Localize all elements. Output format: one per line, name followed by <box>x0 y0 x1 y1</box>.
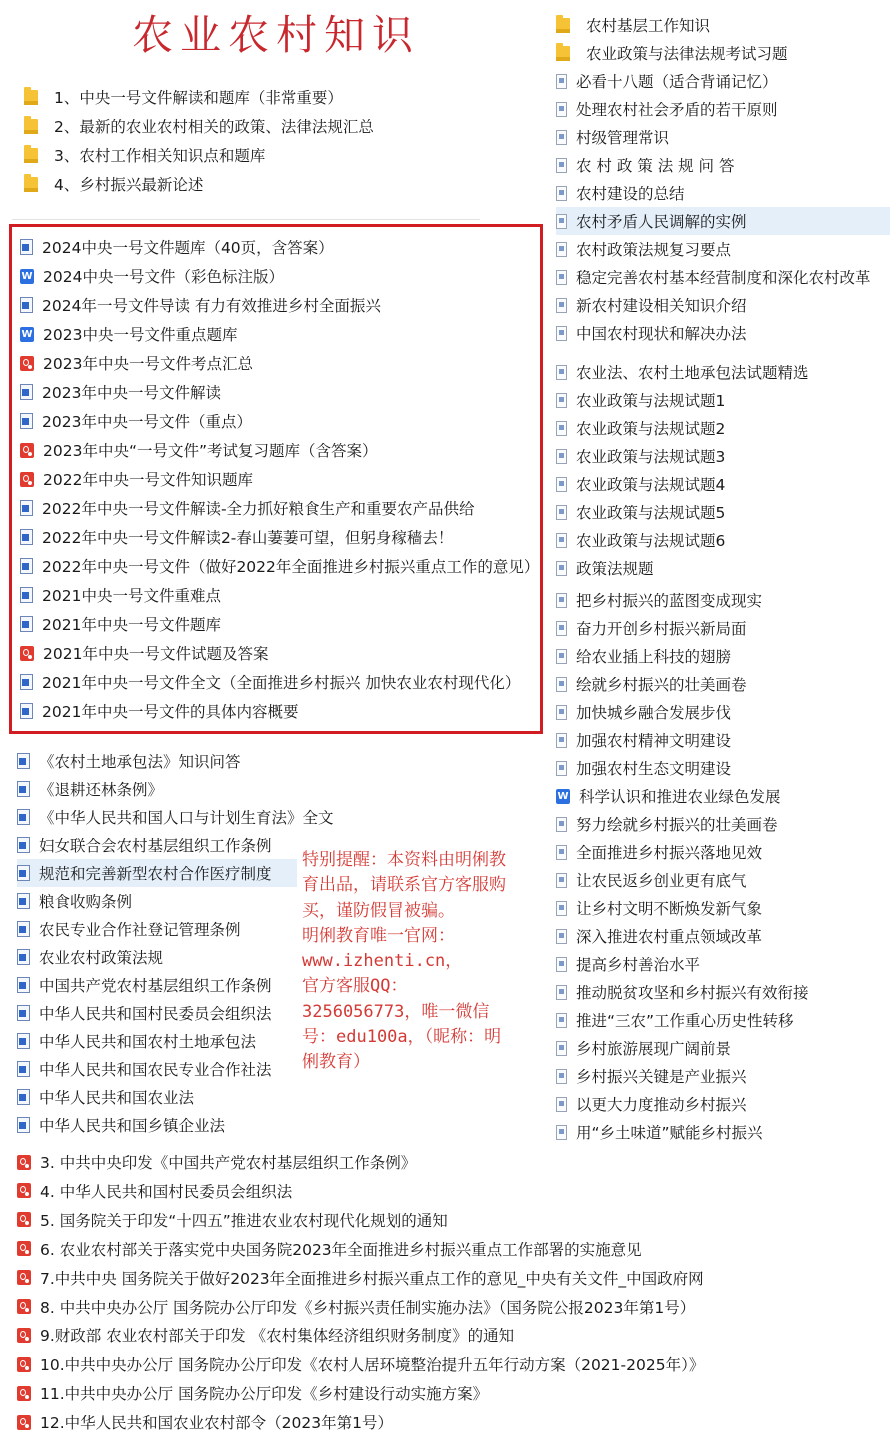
file-item[interactable] <box>556 642 890 670</box>
document-icon <box>556 957 567 972</box>
item-label: 10.中共中央办公厅 国务院办公厅印发《农村人居环境整治提升五年行动方案（2021-2025年）》 <box>40 1356 705 1375</box>
file-item[interactable] <box>556 526 890 554</box>
word-document-icon <box>17 781 30 797</box>
document-icon <box>556 677 567 692</box>
file-item[interactable] <box>17 1027 297 1055</box>
file-item[interactable] <box>556 470 890 498</box>
document-icon <box>556 505 567 520</box>
item-label: 6. 农业农村部关于落实党中央国务院2023年全面推进乡村振兴重点工作部署的实施意见 <box>40 1240 642 1259</box>
item-label: 《农村土地承包法》知识问答 <box>39 753 241 771</box>
file-item[interactable] <box>17 831 297 859</box>
folder-item[interactable] <box>556 151 890 179</box>
word-document-icon <box>17 893 30 909</box>
file-item[interactable] <box>17 1177 777 1205</box>
item-label: 粮食收购条例 <box>39 893 133 911</box>
word-document-icon <box>17 1117 30 1133</box>
folder-item[interactable] <box>556 179 890 207</box>
document-icon <box>556 761 567 776</box>
document-icon <box>556 533 567 548</box>
file-item[interactable] <box>20 320 540 348</box>
file-item[interactable] <box>556 894 890 922</box>
item-label: 处理农村社会矛盾的若干原则 <box>576 101 778 119</box>
file-item[interactable] <box>556 950 890 978</box>
folder-icon <box>556 18 570 33</box>
item-label: 农村建设的总结 <box>576 185 685 203</box>
file-item[interactable] <box>17 859 297 887</box>
folder-item[interactable] <box>24 83 444 111</box>
item-label: 乡村旅游展现广阔前景 <box>576 1040 732 1058</box>
pdf-icon <box>17 1183 31 1198</box>
word-document-icon <box>17 753 30 769</box>
item-label: 农业政策与法规试题1 <box>576 392 726 410</box>
item-label: 3. 中共中央印发《中国共产党农村基层组织工作条例》 <box>40 1154 417 1172</box>
pdf-icon <box>20 472 34 487</box>
item-label: 《退耕还林条例》 <box>39 781 164 799</box>
item-label: 2022年中央一号文件解读-全力抓好粮食生产和重要农产品供给 <box>42 500 475 518</box>
item-label: 农村基层工作知识 <box>586 17 711 35</box>
folder-item[interactable] <box>556 11 890 39</box>
file-item[interactable] <box>17 803 334 831</box>
word-app-icon: W <box>21 270 33 282</box>
folder-item[interactable] <box>556 235 890 263</box>
folder-item[interactable] <box>556 207 890 235</box>
file-item[interactable] <box>556 414 890 442</box>
document-icon <box>556 242 567 257</box>
word-document-icon <box>17 1005 30 1021</box>
item-label: 12.中华人民共和国农业农村部令（2023年第1号） <box>40 1414 393 1433</box>
file-item[interactable] <box>17 1206 777 1234</box>
word-document-icon <box>20 500 33 516</box>
file-item[interactable] <box>556 358 890 386</box>
file-item[interactable] <box>556 866 890 894</box>
word-document-icon <box>20 558 33 574</box>
item-label: 村级管理常识 <box>576 129 670 147</box>
item-label: 新农村建设相关知识介绍 <box>576 297 747 315</box>
item-label: 奋力开创乡村振兴新局面 <box>576 620 747 638</box>
word-document-icon <box>20 674 33 690</box>
document-icon <box>556 929 567 944</box>
item-label: 《中华人民共和国人口与计划生育法》全文 <box>39 809 334 827</box>
document-icon <box>556 873 567 888</box>
word-document-icon <box>20 616 33 632</box>
item-label: 中国农村现状和解决办法 <box>576 325 747 343</box>
item-label: 2023年中央一号文件解读 <box>42 384 221 402</box>
item-label: 2021年中央一号文件试题及答案 <box>43 645 269 663</box>
folder-item[interactable] <box>556 39 890 67</box>
item-label: 提高乡村善治水平 <box>576 956 701 974</box>
file-item[interactable] <box>20 639 540 667</box>
file-item[interactable] <box>20 378 540 406</box>
file-item[interactable] <box>556 922 890 950</box>
item-label: 深入推进农村重点领域改革 <box>576 928 763 946</box>
item-label: 规范和完善新型农村合作医疗制度 <box>39 865 272 883</box>
file-item[interactable] <box>20 581 540 609</box>
folder-item[interactable] <box>556 95 890 123</box>
word-document-icon <box>20 297 33 313</box>
document-icon <box>556 733 567 748</box>
file-item[interactable] <box>556 586 890 614</box>
word-document-icon <box>17 865 30 881</box>
file-item[interactable] <box>556 810 890 838</box>
item-label: 农 村 政 策 法 规 问 答 <box>576 157 735 175</box>
document-icon <box>556 270 567 285</box>
document-icon <box>556 326 567 341</box>
file-item[interactable] <box>556 1090 890 1118</box>
item-label: 2021年中央一号文件题库 <box>42 616 221 634</box>
item-label: 2021中央一号文件重难点 <box>42 587 221 605</box>
file-item[interactable] <box>556 1034 890 1062</box>
folder-icon <box>24 177 38 192</box>
file-item[interactable] <box>556 670 890 698</box>
document-icon <box>556 393 567 408</box>
item-label: 农业政策与法律法规考试习题 <box>586 45 788 63</box>
file-item[interactable] <box>20 407 540 435</box>
item-label: 乡村振兴关键是产业振兴 <box>576 1068 747 1086</box>
file-item[interactable] <box>17 999 297 1027</box>
document-icon <box>556 365 567 380</box>
pdf-icon <box>20 443 34 458</box>
item-label: 2022年中央一号文件解读2-春山萋萋可望，但躬身稼穑去！ <box>42 529 454 547</box>
pdf-icon <box>17 1357 31 1372</box>
file-item[interactable] <box>556 614 890 642</box>
item-label: 农业农村政策法规 <box>39 949 164 967</box>
document-icon <box>556 1069 567 1084</box>
folder-item[interactable] <box>556 291 890 319</box>
item-label: 2023年中央一号文件（重点） <box>42 413 252 431</box>
item-label: 绘就乡村振兴的壮美画卷 <box>576 676 747 694</box>
file-item[interactable] <box>20 523 540 551</box>
item-label: 农民专业合作社登记管理条例 <box>39 921 241 939</box>
item-label: 农业法、农村土地承包法试题精选 <box>576 364 809 382</box>
pdf-icon <box>17 1241 31 1256</box>
file-item[interactable] <box>17 943 297 971</box>
document-icon <box>556 449 567 464</box>
item-label: 2、最新的农业农村相关的政策、法律法规汇总 <box>54 118 374 136</box>
file-item[interactable] <box>20 291 540 319</box>
pdf-icon <box>17 1386 31 1401</box>
document-icon <box>556 214 567 229</box>
file-item[interactable] <box>556 554 890 582</box>
pdf-icon <box>17 1155 31 1170</box>
item-label: 用“乡土味道”赋能乡村振兴 <box>576 1124 763 1142</box>
pdf-icon <box>17 1212 31 1227</box>
item-label: 8. 中共中央办公厅 国务院办公厅印发《乡村振兴责任制实施办法》（国务院公报2023年第1号） <box>40 1298 696 1317</box>
file-item[interactable] <box>20 436 540 464</box>
document-icon <box>556 186 567 201</box>
document-icon <box>556 102 567 117</box>
item-label: 推动脱贫攻坚和乡村振兴有效衔接 <box>576 984 809 1002</box>
item-label: 让农民返乡创业更有底气 <box>576 872 747 890</box>
item-label: 必看十八题（适合背诵记忆） <box>576 73 778 91</box>
file-item[interactable] <box>20 349 540 377</box>
item-label: 中国共产党农村基层组织工作条例 <box>39 977 272 995</box>
file-item[interactable] <box>556 442 890 470</box>
file-item[interactable] <box>20 494 540 522</box>
document-icon <box>556 1013 567 1028</box>
file-item[interactable] <box>20 668 540 696</box>
item-label: 3、农村工作相关知识点和题库 <box>54 147 266 165</box>
word-app-icon: W <box>557 790 569 802</box>
item-label: 让乡村文明不断焕发新气象 <box>576 900 763 918</box>
file-item[interactable] <box>20 610 540 638</box>
file-item[interactable] <box>20 465 540 493</box>
document-icon <box>556 130 567 145</box>
file-item[interactable] <box>17 1111 297 1139</box>
file-item[interactable] <box>17 747 297 775</box>
document-icon <box>556 593 567 608</box>
file-item[interactable] <box>17 1379 777 1407</box>
page-title: 农业农村知识 <box>132 11 420 59</box>
word-document-icon <box>20 529 33 545</box>
file-item[interactable] <box>20 262 540 290</box>
word-document-icon <box>17 809 30 825</box>
pdf-icon <box>20 646 34 661</box>
folder-item[interactable] <box>556 67 890 95</box>
word-document-icon <box>17 837 30 853</box>
word-document-icon <box>17 1033 30 1049</box>
file-item[interactable] <box>17 1321 777 1349</box>
folder-icon <box>24 148 38 163</box>
file-item[interactable] <box>17 1264 777 1292</box>
item-label: 2024中央一号文件题库（40页，含答案） <box>42 239 334 257</box>
item-label: 加强农村生态文明建设 <box>576 760 732 778</box>
item-label: 农村政策法规复习要点 <box>576 241 732 259</box>
item-label: 2021年中央一号文件的具体内容概要 <box>42 703 299 721</box>
item-label: 2023年中央“一号文件”考试复习题库（含答案） <box>43 442 378 460</box>
pdf-icon <box>17 1415 31 1430</box>
item-label: 2024中央一号文件（彩色标注版） <box>43 268 284 286</box>
file-item[interactable] <box>20 697 540 725</box>
document-icon <box>556 158 567 173</box>
word-document-icon <box>17 977 30 993</box>
item-label: 科学认识和推进农业绿色发展 <box>579 788 781 806</box>
file-item[interactable] <box>556 498 890 526</box>
file-item[interactable] <box>17 971 297 999</box>
document-icon <box>556 298 567 313</box>
file-item[interactable] <box>17 1293 777 1321</box>
item-label: 加快城乡融合发展步伐 <box>576 704 732 722</box>
folder-item[interactable] <box>556 319 890 347</box>
pdf-icon <box>17 1299 31 1314</box>
file-item[interactable] <box>17 1055 297 1083</box>
item-label: 2024年一号文件导读 有力有效推进乡村全面振兴 <box>42 297 381 315</box>
file-item[interactable] <box>556 1062 890 1090</box>
item-label: 中华人民共和国农民专业合作社法 <box>39 1061 272 1079</box>
document-icon <box>556 621 567 636</box>
folder-item[interactable] <box>24 170 444 198</box>
file-item[interactable] <box>17 775 297 803</box>
item-label: 推进“三农”工作重心历史性转移 <box>576 1012 794 1030</box>
document-icon <box>556 74 567 89</box>
item-label: 全面推进乡村振兴落地见效 <box>576 844 763 862</box>
file-item[interactable] <box>17 1148 777 1176</box>
item-label: 2023中央一号文件重点题库 <box>43 326 238 344</box>
item-label: 农业政策与法规试题6 <box>576 532 726 550</box>
file-item[interactable] <box>556 1118 890 1146</box>
item-label: 稳定完善农村基本经营制度和深化农村改革 <box>576 269 871 287</box>
folder-icon <box>24 90 38 105</box>
word-document-icon <box>17 921 30 937</box>
word-app-icon: W <box>21 328 33 340</box>
word-document-icon <box>20 587 33 603</box>
item-label: 中华人民共和国乡镇企业法 <box>39 1117 226 1135</box>
file-item[interactable] <box>17 887 297 915</box>
word-document-icon <box>17 1061 30 1077</box>
document-icon <box>556 705 567 720</box>
item-label: 7.中共中央 国务院关于做好2023年全面推进乡村振兴重点工作的意见_中央有关文件_中国政府网 <box>40 1269 704 1288</box>
document-icon <box>556 1097 567 1112</box>
item-label: 2022年中央一号文件知识题库 <box>43 471 253 489</box>
item-label: 2022年中央一号文件（做好2022年全面推进乡村振兴重点工作的意见） <box>42 558 540 576</box>
word-document-icon <box>20 413 33 429</box>
document-icon <box>556 1125 567 1140</box>
file-item[interactable] <box>556 782 890 810</box>
item-label: 9.财政部 农业农村部关于印发 《农村集体经济组织财务制度》的通知 <box>40 1327 515 1346</box>
document-icon <box>556 477 567 492</box>
item-label: 政策法规题 <box>576 560 654 578</box>
item-label: 农业政策与法规试题3 <box>576 448 726 466</box>
file-item[interactable] <box>20 552 540 580</box>
item-label: 加强农村精神文明建设 <box>576 732 732 750</box>
pdf-icon <box>17 1270 31 1285</box>
document-icon <box>556 985 567 1000</box>
document-icon <box>556 649 567 664</box>
pdf-icon <box>17 1328 31 1343</box>
file-item[interactable] <box>17 1350 777 1378</box>
document-icon <box>556 1041 567 1056</box>
notice-text: 特别提醒：本资料由明俐教育出品，请联系官方客服购买，谨防假冒被骗。 明俐教育唯一官网：www.izhenti.cn， 官方客服QQ：3256056773，唯一微信号：edu100a，（昵称：明俐教育） <box>302 850 506 1073</box>
pdf-icon <box>20 356 34 371</box>
word-document-icon <box>20 384 33 400</box>
document-icon <box>556 561 567 576</box>
item-label: 农业政策与法规试题5 <box>576 504 726 522</box>
item-label: 4、乡村振兴最新论述 <box>54 176 204 194</box>
item-label: 妇女联合会农村基层组织工作条例 <box>39 837 272 855</box>
folder-item[interactable] <box>556 263 890 291</box>
file-item[interactable] <box>556 1006 890 1034</box>
item-label: 把乡村振兴的蓝图变成现实 <box>576 592 763 610</box>
word-document-icon <box>20 239 33 255</box>
word-document-icon <box>17 949 30 965</box>
file-item[interactable] <box>17 1235 777 1263</box>
item-label: 农业政策与法规试题4 <box>576 476 726 494</box>
item-label: 努力绘就乡村振兴的壮美画卷 <box>576 816 778 834</box>
folder-item[interactable] <box>24 112 444 140</box>
section-divider <box>12 219 480 220</box>
item-label: 2023年中央一号文件考点汇总 <box>43 355 253 373</box>
word-document-icon <box>20 703 33 719</box>
file-item[interactable] <box>556 726 890 754</box>
item-label: 以更大力度推动乡村振兴 <box>576 1096 747 1114</box>
file-item[interactable] <box>17 915 297 943</box>
item-label: 给农业插上科技的翅膀 <box>576 648 732 666</box>
document-icon <box>556 421 567 436</box>
document-icon <box>556 845 567 860</box>
item-label: 中华人民共和国村民委员会组织法 <box>39 1005 272 1023</box>
item-label: 2021年中央一号文件全文（全面推进乡村振兴 加快农业农村现代化） <box>42 674 521 692</box>
item-label: 中华人民共和国农村土地承包法 <box>39 1033 257 1051</box>
file-item[interactable] <box>556 838 890 866</box>
document-icon <box>556 901 567 916</box>
folder-icon <box>556 46 570 61</box>
item-label: 1、中央一号文件解读和题库（非常重要） <box>54 89 343 107</box>
item-label: 中华人民共和国农业法 <box>39 1089 195 1107</box>
item-label: 4. 中华人民共和国村民委员会组织法 <box>40 1182 293 1201</box>
file-item[interactable] <box>556 386 890 414</box>
file-item[interactable] <box>20 233 540 261</box>
folder-icon <box>24 119 38 134</box>
document-icon <box>556 817 567 832</box>
file-item[interactable] <box>556 698 890 726</box>
file-item[interactable] <box>556 978 890 1006</box>
file-item[interactable] <box>556 754 890 782</box>
item-label: 农业政策与法规试题2 <box>576 420 726 438</box>
item-label: 农村矛盾人民调解的实例 <box>576 213 747 231</box>
file-item[interactable] <box>17 1408 777 1436</box>
word-document-icon <box>17 1089 30 1105</box>
folder-item[interactable] <box>24 141 444 169</box>
item-label: 11.中共中央办公厅 国务院办公厅印发《乡村建设行动实施方案》 <box>40 1385 489 1404</box>
item-label: 5. 国务院关于印发“十四五”推进农业农村现代化规划的通知 <box>40 1211 448 1230</box>
folder-item[interactable] <box>556 123 890 151</box>
file-item[interactable] <box>17 1083 297 1111</box>
